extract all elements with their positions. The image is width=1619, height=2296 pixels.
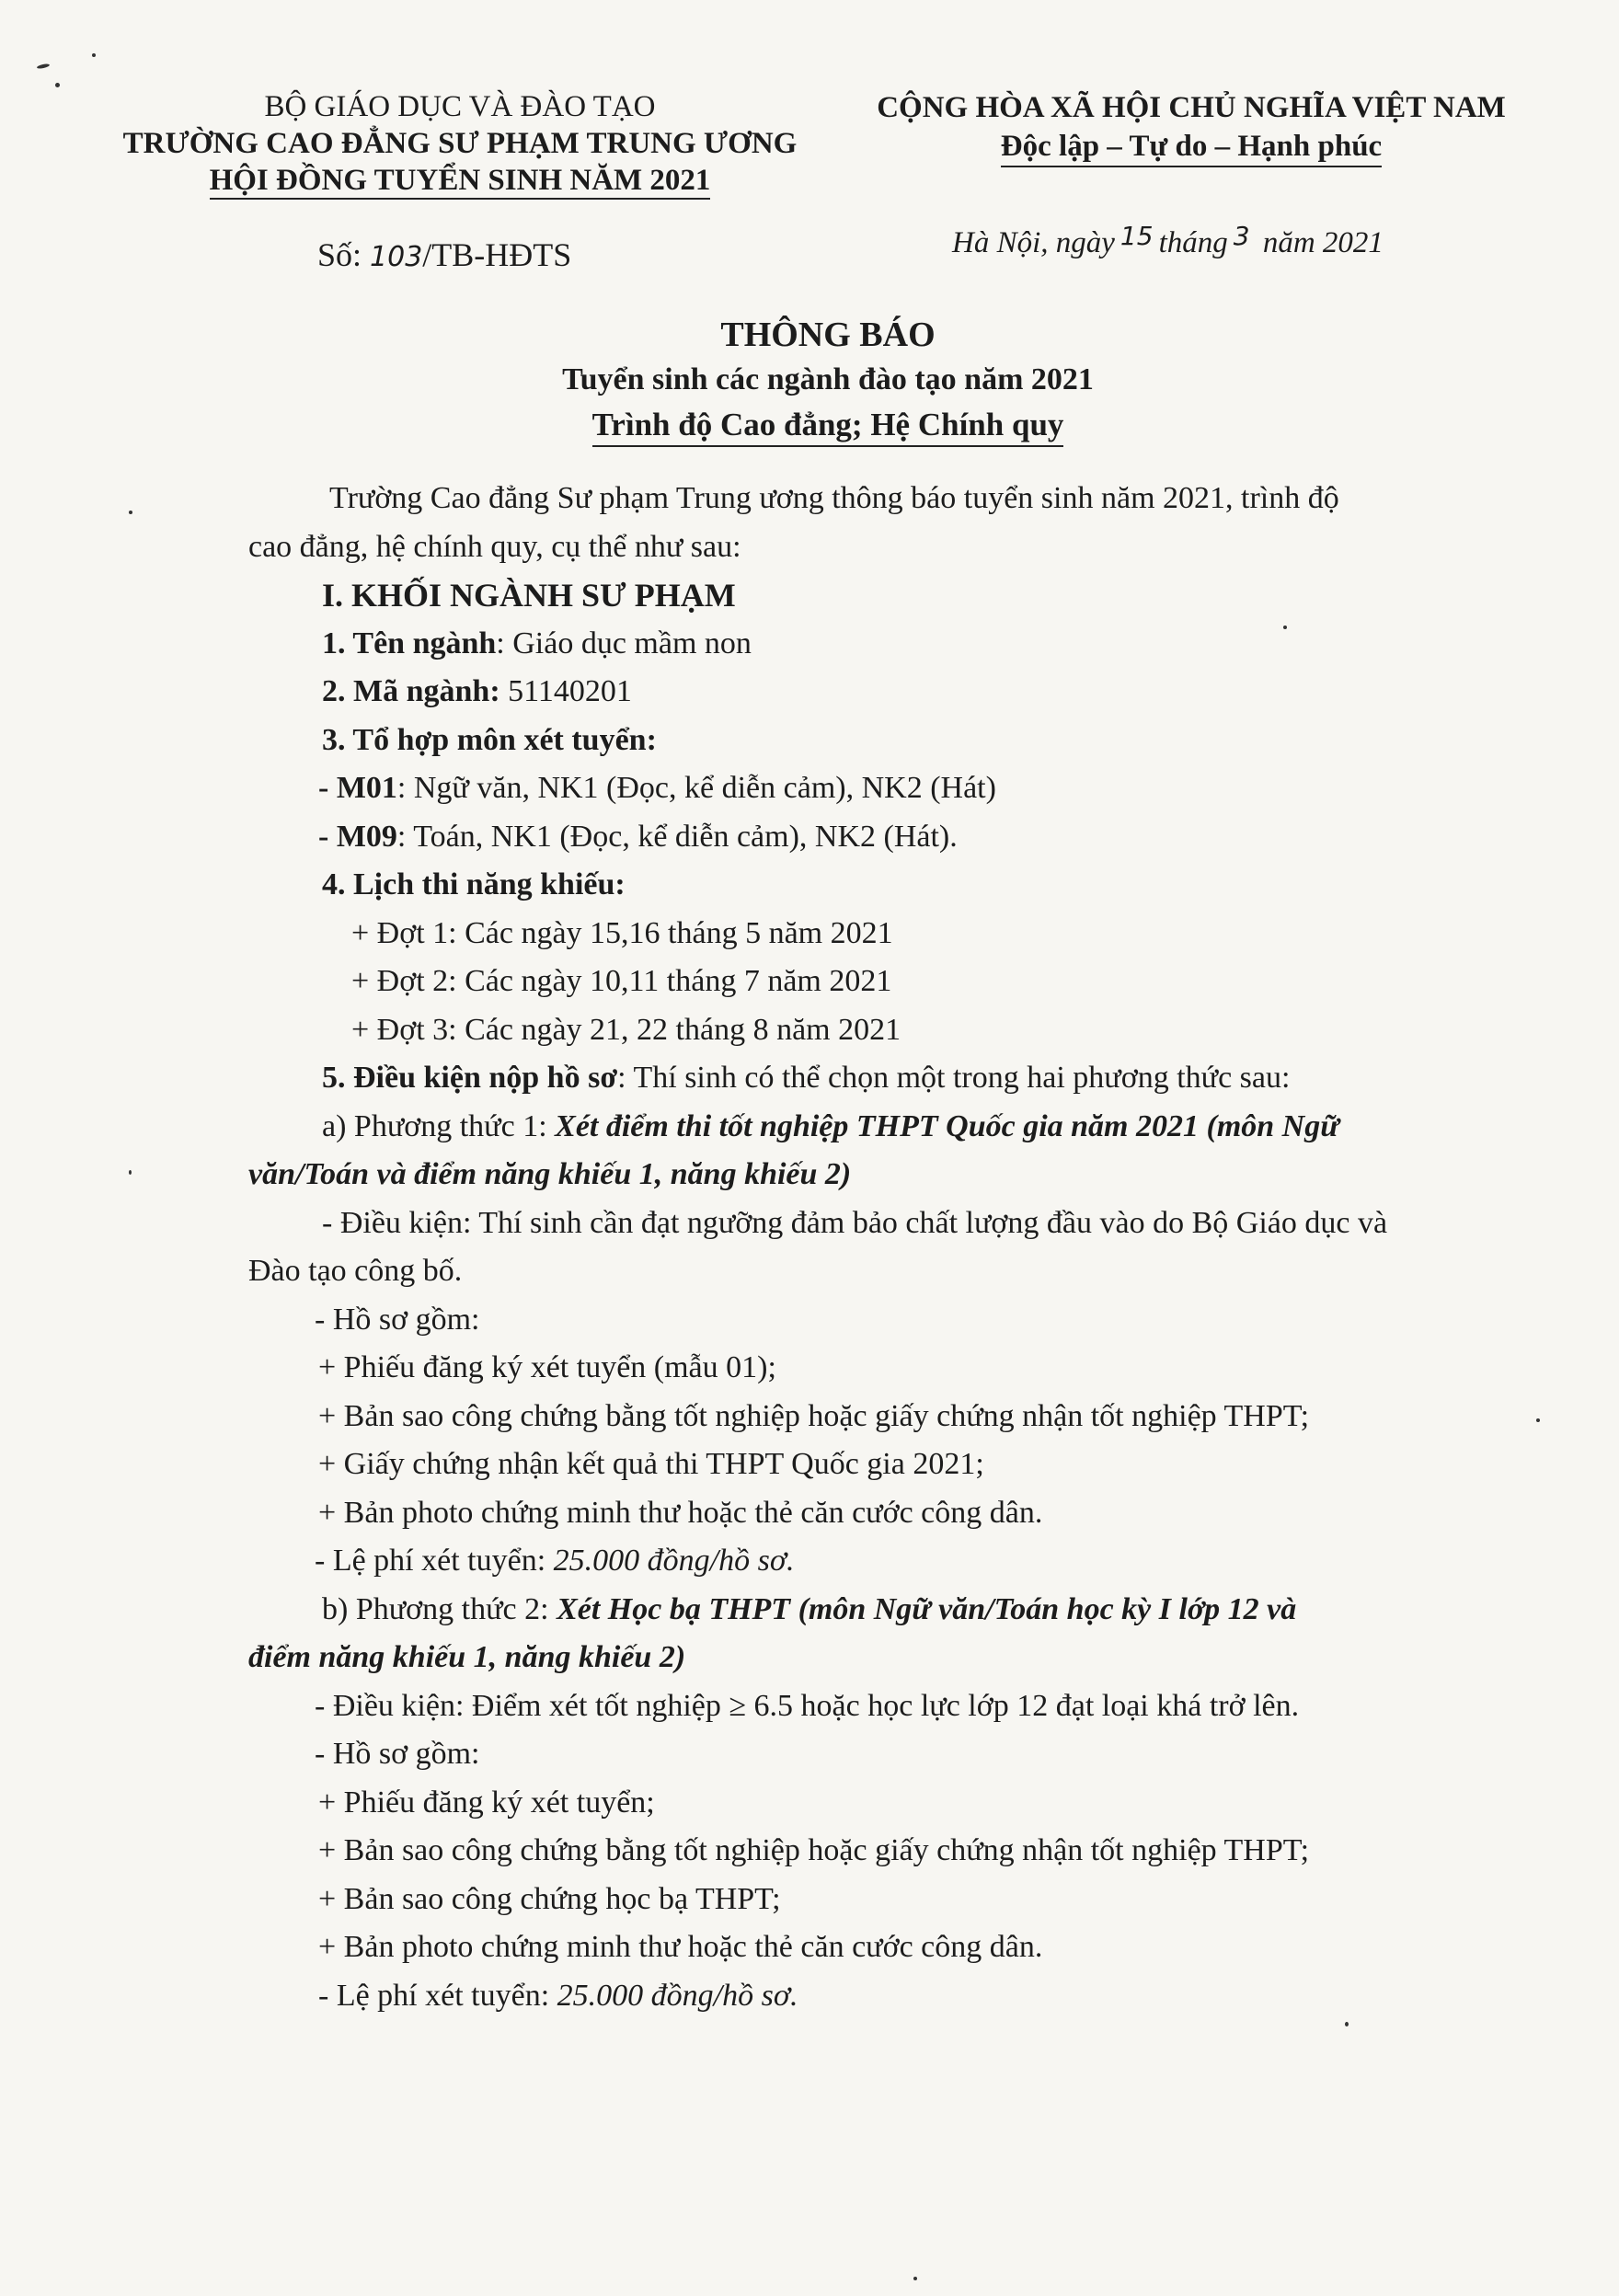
method-1-cont: văn/Toán và điểm năng khiếu 1, năng khiếu 2) bbox=[248, 1157, 852, 1191]
list-item: + Giấy chứng nhận kết quả thi THPT Quốc gia 2021; bbox=[318, 1447, 984, 1481]
scan-speck bbox=[92, 53, 96, 57]
condition-line: - Điều kiện: Điểm xét tốt nghiệp ≥ 6.5 hoặc học lực lớp 12 đạt loại khá trở lên. bbox=[315, 1688, 1300, 1723]
list-item: + Đợt 2: Các ngày 10,11 tháng 7 năm 2021 bbox=[351, 964, 892, 998]
list-item: + Bản photo chứng minh thư hoặc thẻ căn cước công dân. bbox=[318, 1930, 1043, 1964]
fee-line: - Lệ phí xét tuyển: 25.000 đồng/hồ sơ. bbox=[315, 1544, 795, 1578]
list-item: + Bản sao công chứng bằng tốt nghiệp hoặc giấy chứng nhận tốt nghiệp THPT; bbox=[318, 1833, 1310, 1867]
title-sub: Tuyển sinh các ngành đào tạo năm 2021 bbox=[562, 362, 1094, 396]
list-item: 1. Tên ngành: Giáo dục mầm non bbox=[322, 626, 752, 660]
school-name: TRƯỜNG CAO ĐẲNG SƯ PHẠM TRUNG ƯƠNG bbox=[122, 127, 798, 160]
condition-line: - Điều kiện: Thí sinh cần đạt ngưỡng đảm bảo chất lượng đầu vào do Bộ Giáo dục và bbox=[322, 1205, 1388, 1240]
scan-speck bbox=[913, 2277, 917, 2280]
scan-speck bbox=[1345, 2022, 1349, 2026]
list-item: + Bản sao công chứng học bạ THPT; bbox=[318, 1881, 781, 1916]
list-item: - M01: Ngữ văn, NK1 (Đọc, kể diễn cảm), NK2 (Hát) bbox=[318, 771, 996, 805]
list-item: + Phiếu đăng ký xét tuyển (mẫu 01); bbox=[318, 1350, 776, 1384]
document-body bbox=[248, 475, 1435, 2020]
scan-speck bbox=[129, 1170, 132, 1175]
issuer-header bbox=[101, 88, 819, 199]
list-item: + Đợt 1: Các ngày 15,16 tháng 5 năm 2021 bbox=[351, 915, 893, 950]
scan-speck bbox=[129, 511, 132, 514]
document-number: Số: 103/TB-HĐTS bbox=[317, 236, 572, 273]
issue-date: Hà Nội, ngày $^{15}$ tháng $^3$ năm 2021 bbox=[952, 221, 1384, 259]
method-2: b) Phương thức 2: Xét Học bạ THPT (môn Ngữ văn/Toán học kỳ I lớp 12 và bbox=[322, 1591, 1297, 1626]
list-item: 4. Lịch thi năng khiếu: bbox=[322, 867, 626, 901]
list-item: + Bản photo chứng minh thư hoặc thẻ căn cước công dân. bbox=[318, 1495, 1043, 1530]
list-item: 5. Điều kiện nộp hồ sơ: Thí sinh có thể chọn một trong hai phương thức sau: bbox=[322, 1061, 1291, 1095]
list-item: - Hồ sơ gồm: bbox=[315, 1302, 480, 1337]
intro-line: cao đẳng, hệ chính quy, cụ thể như sau: bbox=[248, 529, 741, 564]
handwritten-day: 15 bbox=[1120, 221, 1154, 251]
list-item: + Đợt 3: Các ngày 21, 22 tháng 8 năm 2021 bbox=[351, 1012, 901, 1047]
fee-line: - Lệ phí xét tuyển: 25.000 đồng/hồ sơ. bbox=[318, 1978, 798, 2013]
list-item: - M09: Toán, NK1 (Đọc, kể diễn cảm), NK2 (Hát). bbox=[318, 819, 958, 854]
method-2-cont: điểm năng khiếu 1, năng khiếu 2) bbox=[248, 1640, 686, 1674]
document-title bbox=[0, 313, 1619, 447]
handwritten-month: 3 bbox=[1233, 221, 1250, 251]
intro-line: Trường Cao đẳng Sư phạm Trung ương thông báo tuyển sinh năm 2021, trình độ bbox=[329, 481, 1339, 515]
section-heading: I. KHỐI NGÀNH SƯ PHẠM bbox=[322, 577, 736, 614]
list-item: 3. Tổ hợp môn xét tuyển: bbox=[322, 722, 657, 757]
ministry-name: BỘ GIÁO DỤC VÀ ĐÀO TẠO bbox=[264, 90, 656, 123]
list-item: - Hồ sơ gồm: bbox=[315, 1737, 480, 1771]
title-level: Trình độ Cao đẳng; Hệ Chính quy bbox=[592, 407, 1064, 447]
scan-speck bbox=[1536, 1418, 1540, 1422]
scan-speck bbox=[55, 83, 60, 87]
method-1: a) Phương thức 1: Xét điểm thi tốt nghiệp THPT Quốc gia năm 2021 (môn Ngữ bbox=[322, 1108, 1339, 1143]
scan-speck bbox=[1283, 626, 1287, 629]
council-name: HỘI ĐỒNG TUYỂN SINH NĂM 2021 bbox=[210, 164, 711, 200]
national-header bbox=[828, 88, 1555, 166]
list-item: + Bản sao công chứng bằng tốt nghiệp hoặc giấy chứng nhận tốt nghiệp THPT; bbox=[318, 1398, 1310, 1433]
title-main: THÔNG BÁO bbox=[720, 316, 936, 354]
country-name: CỘNG HÒA XÃ HỘI CHỦ NGHĨA VIỆT NAM bbox=[877, 91, 1506, 124]
handwritten-number: 103 bbox=[370, 241, 423, 273]
list-item: + Phiếu đăng ký xét tuyển; bbox=[318, 1785, 655, 1820]
scan-speck bbox=[37, 63, 51, 70]
condition-line: Đào tạo công bố. bbox=[248, 1254, 463, 1288]
motto: Độc lập – Tự do – Hạnh phúc bbox=[1001, 130, 1382, 167]
list-item: 2. Mã ngành: 51140201 bbox=[322, 674, 632, 708]
